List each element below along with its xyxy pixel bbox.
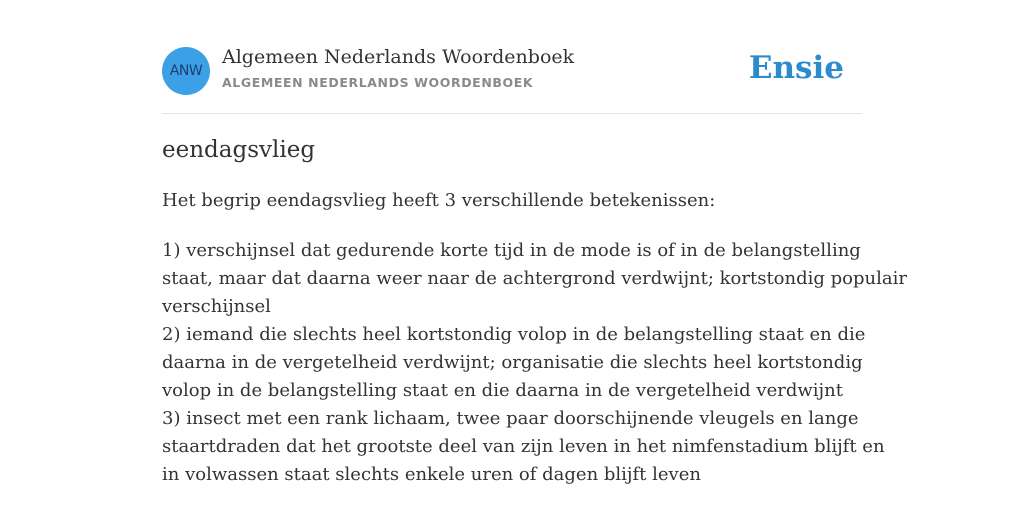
anw-logo[interactable]: [162, 47, 210, 95]
definition-line: staartdraden dat het grootste deel van zijn leven in het nimfenstadium blijft en: [162, 436, 885, 457]
definitions-list: [162, 237, 907, 489]
definition-line: 2) iemand die slechts heel kortstondig volop in de belangstelling staat en die: [162, 324, 866, 345]
definition-line: 3) insect met een rank lichaam, twee paar doorschijnende vleugels en lange: [162, 408, 859, 429]
entry-intro: Het begrip eendagsvlieg heeft 3 verschillende betekenissen:: [162, 190, 716, 211]
definition-line: daarna in de vergetelheid verdwijnt; organisatie die slechts heel kortstondig: [162, 352, 863, 373]
source-title[interactable]: Algemeen Nederlands Woordenboek: [222, 46, 575, 68]
header: [162, 46, 862, 96]
definition-line: verschijnsel: [162, 296, 271, 317]
definition-line: in volwassen staat slechts enkele uren of dagen blijft leven: [162, 464, 701, 485]
definition-line: 1) verschijnsel dat gedurende korte tijd in de mode is of in de belangstelling: [162, 240, 861, 261]
header-divider: [162, 113, 862, 114]
source-subtitle: ALGEMEEN NEDERLANDS WOORDENBOEK: [222, 75, 534, 90]
ensie-brand-logo[interactable]: Ensie: [748, 50, 844, 86]
definition-line: volop in de belangstelling staat en die daarna in de vergetelheid verdwijnt: [162, 380, 843, 401]
entry-word: eendagsvlieg: [162, 137, 316, 163]
definition-line: staat, maar dat daarna weer naar de achtergrond verdwijnt; kortstondig populair: [162, 268, 907, 289]
anw-logo-text: ANW: [169, 63, 203, 79]
